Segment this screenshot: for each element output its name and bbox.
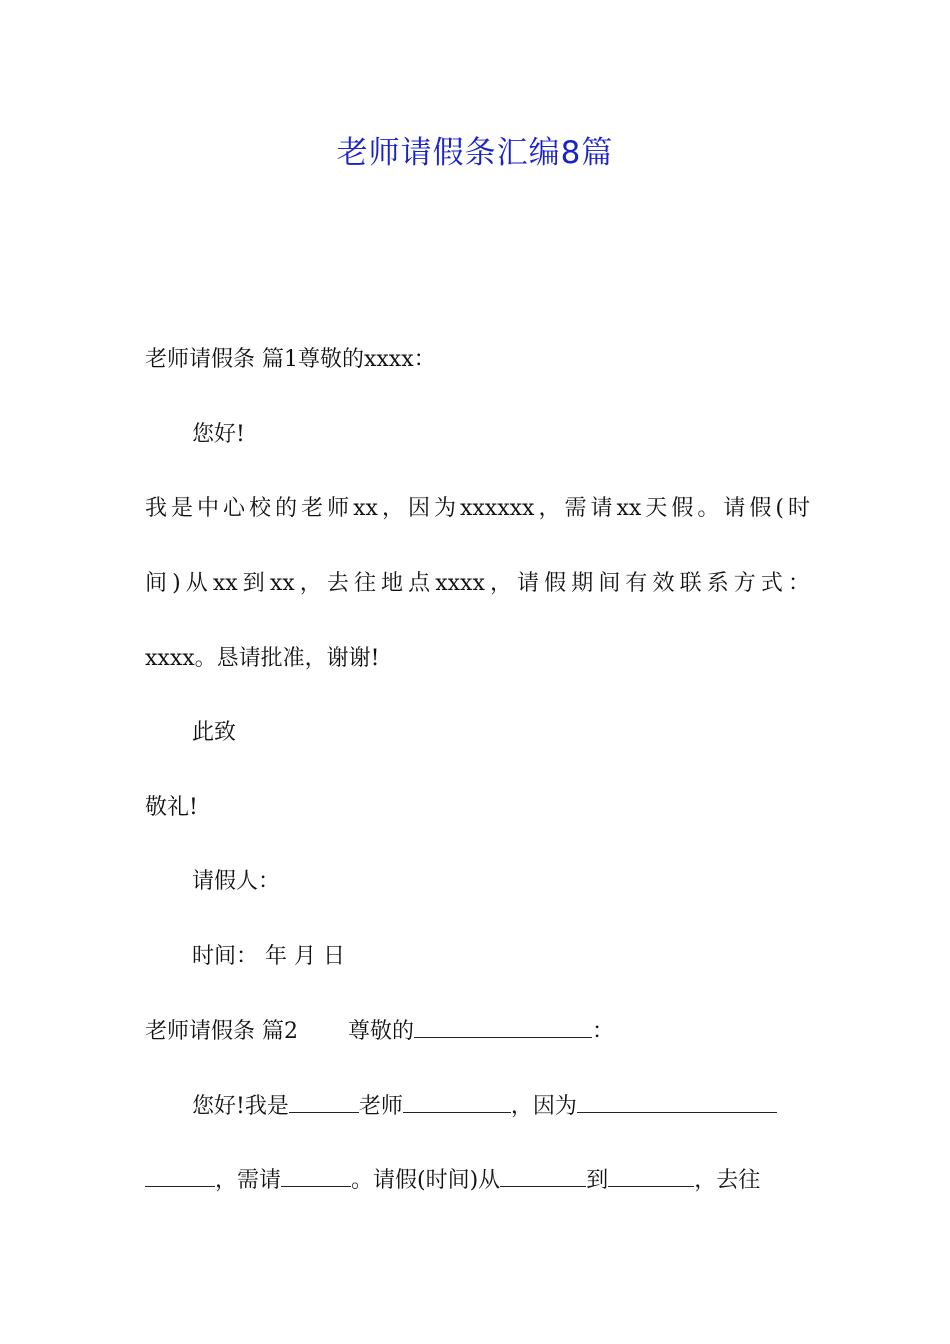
blank-days — [281, 1164, 351, 1187]
blank-name — [289, 1090, 359, 1113]
letter1-body-line-3: xxxx。恳请批准，谢谢! — [145, 646, 380, 671]
letter2-colon: ： — [592, 1019, 615, 1044]
letter1-date: 时间： 年 月 日 — [192, 944, 345, 969]
blank-reason — [577, 1090, 777, 1113]
letter2-heading — [145, 1015, 810, 1049]
letter1-greeting: 您好! — [192, 422, 245, 447]
letter2-body-line-2 — [145, 1164, 810, 1198]
letter2-text-goto: ，去往 — [694, 1168, 761, 1193]
blank-start — [500, 1164, 586, 1187]
letter2-title: 老师请假条 篇2 — [145, 1019, 298, 1044]
letter1-salute: 敬礼! — [145, 795, 198, 820]
letter1-applicant: 请假人： — [192, 869, 281, 894]
letter1-body-line-2: 间)从xx到xx，去往地点xxxx，请假期间有效联系方式： — [145, 571, 810, 596]
letter2-text-from: 。请假(时间)从 — [351, 1168, 501, 1193]
letter1-heading: 老师请假条 篇1尊敬的xxxx： — [145, 347, 436, 372]
letter1-body-line-1: 我是中心校的老师xx，因为xxxxxx，需请xx天假。请假(时 — [145, 496, 810, 521]
blank-subject — [403, 1090, 511, 1113]
blank-reason-cont — [145, 1164, 215, 1187]
letter2-text-to: 到 — [586, 1168, 609, 1193]
letter2-text-request: ，需请 — [215, 1168, 282, 1193]
blank-end — [608, 1164, 694, 1187]
letter2-salutation: 尊敬的 — [348, 1019, 415, 1044]
document-title: 老师请假条汇编8篇 — [336, 135, 614, 171]
letter2-text-teacher: 老师 — [358, 1094, 403, 1119]
letter1-closing: 此致 — [192, 720, 237, 745]
letter2-text-because: ，因为 — [510, 1094, 577, 1119]
letter2-body-line-1 — [192, 1090, 857, 1124]
letter2-text-intro: 您好!我是 — [192, 1094, 289, 1119]
blank-recipient — [414, 1015, 592, 1038]
